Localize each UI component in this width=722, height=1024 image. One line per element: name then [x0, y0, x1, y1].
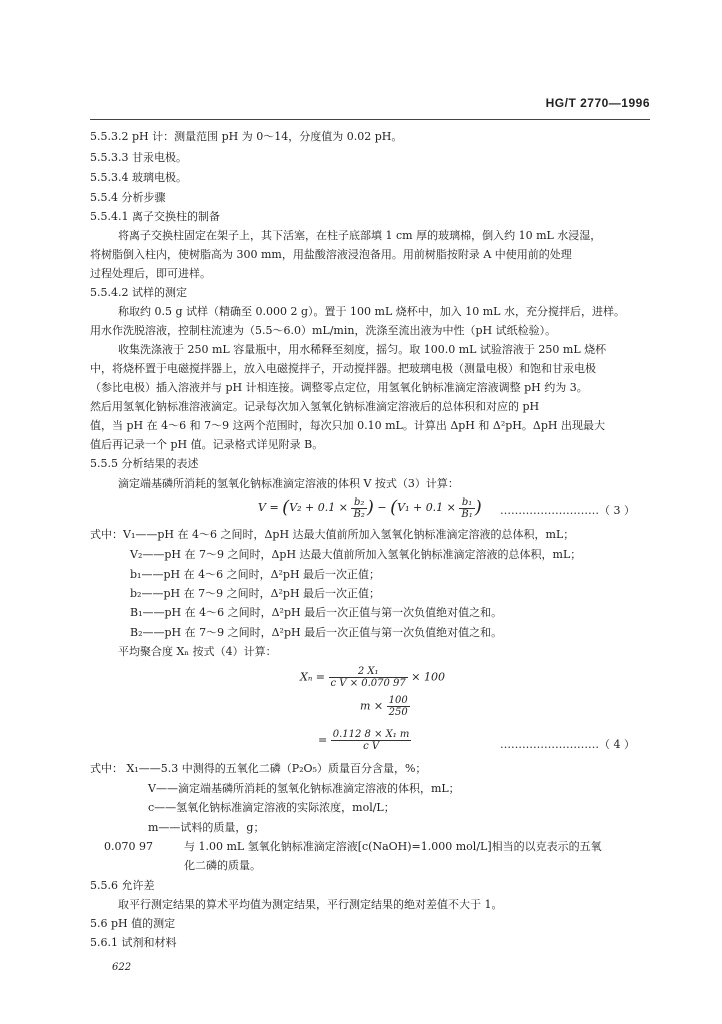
equation-4-line2 — [360, 695, 410, 718]
definition-line: m——试料的质量，g； — [148, 821, 265, 834]
eq4-equals: = — [318, 733, 328, 747]
eq3-paren: ( — [390, 497, 398, 518]
eq3-minus: − — [377, 501, 387, 514]
equation-number: ………………………（ 4 ） — [500, 738, 635, 751]
eq3-lhs: V = — [258, 501, 279, 514]
text-line: 收集洗涤液于 250 mL 容量瓶中，用水稀释至刻度，摇匀。取 100.0 mL 试验溶液于 250 mL 烧杯 — [118, 343, 607, 356]
text-line: 将树脂倒入柱内，使树脂高为 300 mm，用盐酸溶液浸泡备用。用前树脂按附录 A 中使用前的处理 — [90, 248, 572, 261]
eq4-term: m × — [360, 699, 384, 713]
text-line: 滴定端基磷所消耗的氢氧化钠标准滴定溶液的体积 V 按式（3）计算： — [118, 477, 459, 490]
equation-4-line1 — [300, 666, 445, 689]
eq4-lhs: Xₙ = — [300, 670, 326, 684]
definition-line: V₂——pH 在 7～9 之间时，ΔpH 达最大值前所加入氢氧化钠标准滴定溶液的总体积，mL； — [130, 548, 582, 561]
equation-3 — [258, 494, 482, 522]
eq4-fraction: $\frac{\text{2 X₁}}{\text{c V × 0.070 97}}$ — [330, 666, 406, 689]
text-line: 5.5.3.3 甘汞电极。 — [90, 151, 187, 164]
eq3-paren: ) — [366, 497, 374, 518]
definition-line: c——氢氧化钠标准滴定溶液的实际浓度，mol/L； — [148, 801, 395, 814]
eq3-paren: ( — [282, 497, 290, 518]
eq3-term: V₂ + 0.1 × — [289, 501, 348, 514]
definition-line: 化二磷的质量。 — [184, 859, 261, 872]
text-line: 取平行测定结果的算术平均值为测定结果，平行测定结果的绝对差值不大于 1。 — [118, 898, 503, 911]
page-number: 622 — [112, 962, 132, 973]
text-line: 中，将烧杯置于电磁搅拌器上，放入电磁搅拌子，开动搅拌器。把玻璃电极（测量电极）和饱和甘汞电极 — [90, 362, 596, 375]
definition-line: 式中： X₁——5.3 中测得的五氧化二磷（P₂O₅）质量百分含量，%； — [90, 762, 427, 775]
eq4-fraction: $\frac{100}{250}$ — [388, 695, 408, 718]
definition-line: B₁——pH 在 4～6 之间时，Δ²pH 最后一次正值与第一次负值绝对值之和。 — [130, 606, 503, 619]
definition-line: 与 1.00 mL 氢氧化钠标准滴定溶液[c(NaOH)=1.000 mol/L]相当的以克表示的五氧 — [184, 840, 602, 853]
eq3-fraction: $\frac{\text{b₂}}{\text{B₂}}$ — [353, 496, 365, 520]
definition-line: 式中：V₁——pH 在 4～6 之间时，ΔpH 达最大值前所加入氢氧化钠标准滴定溶液的总体积，mL； — [90, 528, 575, 541]
eq4-term: × 100 — [411, 670, 446, 684]
section-heading: 5.6.1 试剂和材料 — [90, 936, 177, 949]
definition-line: b₂——pH 在 7～9 之间时，Δ²pH 最后一次正值； — [130, 587, 381, 600]
eq3-fraction: $\frac{\text{b₁}}{\text{B₁}}$ — [461, 496, 473, 520]
section-heading: 5.5.6 允许差 — [90, 879, 155, 892]
section-heading: 5.5.4.2 试样的测定 — [90, 286, 187, 299]
definition-line: b₁——pH 在 4～6 之间时，Δ²pH 最后一次正值； — [130, 568, 381, 581]
text-line: 值，当 pH 在 4～6 和 7～9 这两个范围时，每次只加 0.10 mL。计算出 ΔpH 和 Δ²pH。ΔpH 出现最大 — [90, 419, 605, 432]
definition-value: 0.070 97 — [104, 840, 153, 853]
text-line: 值后再记录一个 pH 值。记录格式详见附录 B。 — [90, 438, 324, 451]
text-line: 称取约 0.5 g 试样（精确至 0.000 2 g）。置于 100 mL 烧杯中，加入 10 mL 水，充分搅拌后，进样。 — [118, 305, 625, 318]
equation-number: ………………………（ 3 ） — [500, 504, 635, 517]
section-heading: 5.6 pH 值的测定 — [90, 917, 176, 930]
text-line: 平均聚合度 Xₙ 按式（4）计算： — [118, 645, 277, 658]
section-heading: 5.5.4.1 离子交换柱的制备 — [90, 210, 220, 223]
text-line: 5.5.3.2 pH 计：测量范围 pH 为 0～14，分度值为 0.02 pH。 — [90, 130, 403, 143]
text-line: 用水作洗脱溶液，控制柱流速为（5.5～6.0）mL/min，洗涤至流出液为中性（pH 试纸检验）。 — [90, 324, 557, 337]
standard-code-header: HG/T 2770—1996 — [545, 96, 650, 110]
header-rule — [90, 119, 650, 120]
eq4-fraction: $\frac{\text{0.112 8 × X₁ m}}{\text{c V}}$ — [332, 729, 410, 752]
text-line: 5.5.3.4 玻璃电极。 — [90, 171, 187, 184]
text-line: 过程处理后，即可进样。 — [90, 267, 211, 280]
text-line: （参比电极）插入溶液并与 pH 计相连接。调整零点定位，用氢氧化钠标准滴定溶液调整 pH 约为 3。 — [90, 381, 588, 394]
definition-line: V——滴定端基磷所消耗的氢氧化钠标准滴定溶液的体积，mL； — [148, 782, 460, 795]
section-heading: 5.5.5 分析结果的表述 — [90, 457, 199, 470]
section-heading: 5.5.4 分析步骤 — [90, 191, 166, 204]
definition-line: B₂——pH 在 7～9 之间时，Δ²pH 最后一次正值与第一次负值绝对值之和。 — [130, 626, 503, 639]
text-line: 然后用氢氧化钠标准溶液滴定。记录每次加入氢氧化钠标准滴定溶液后的总体积和对应的 pH — [90, 400, 540, 413]
eq3-term: V₁ + 0.1 × — [397, 501, 456, 514]
eq3-paren: ) — [474, 497, 482, 518]
text-line: 将离子交换柱固定在架子上，其下活塞，在柱子底部填 1 cm 厚的玻璃棉，倒入约 10 mL 水浸湿， — [118, 229, 602, 242]
equation-4-line3 — [318, 729, 411, 752]
